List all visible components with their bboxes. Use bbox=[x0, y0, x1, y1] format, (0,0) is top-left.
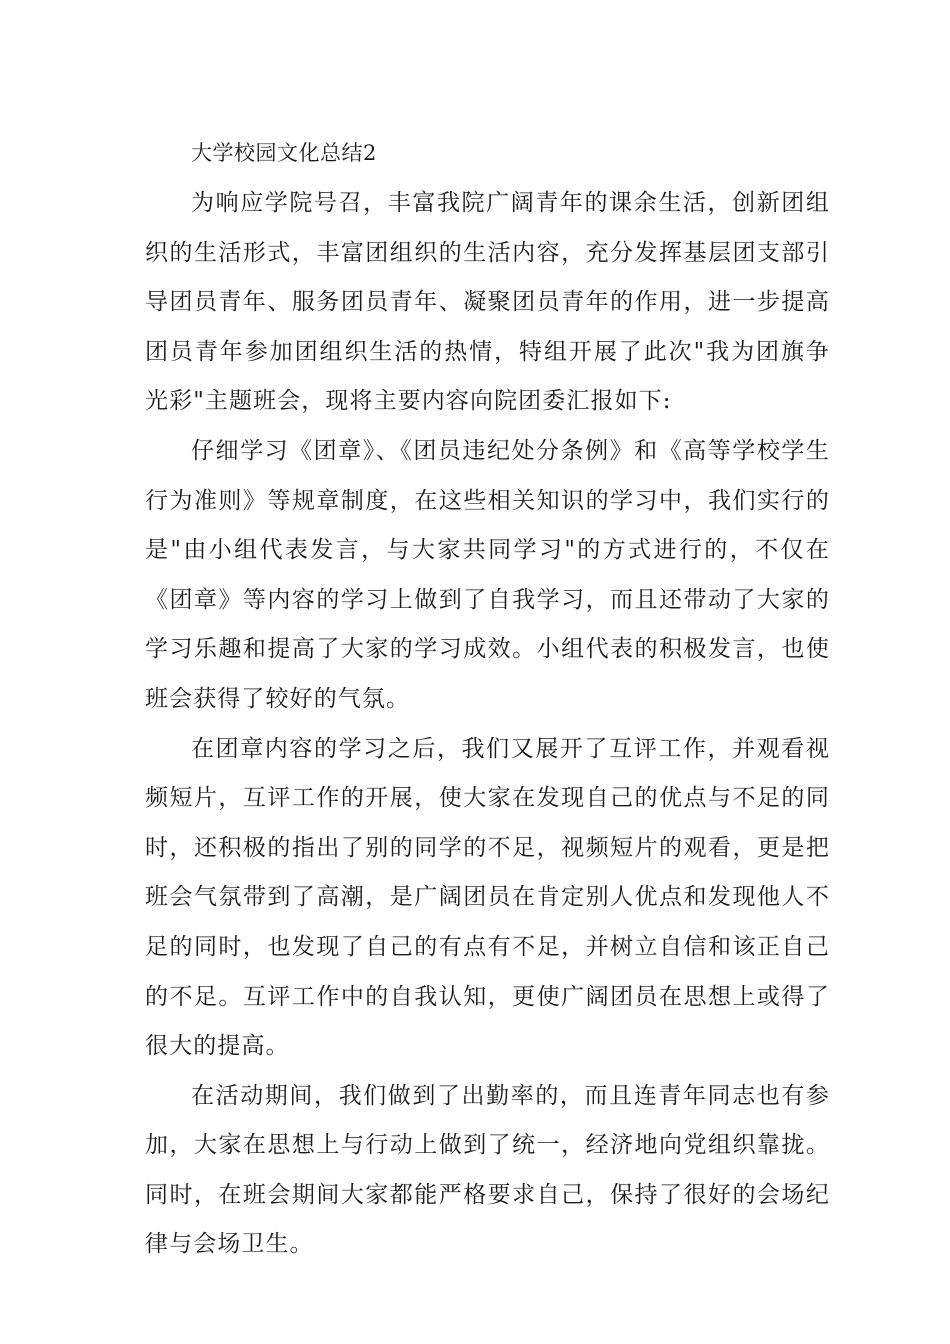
paragraph-4: 在活动期间，我们做到了出勤率的，而且连青年同志也有参加，大家在思想上与行动上做到了统一，经济地向党组织靠拢。同时，在班会期间大家都能严格要求自己，保持了很好的会场纪律与会场卫生。 bbox=[145, 1082, 830, 1258]
document-title: 大学校园文化总结2 bbox=[191, 141, 377, 165]
paragraph-2: 仔细学习《团章》、《团员违纪处分条例》和《高等学校学生行为准则》等规章制度，在这些相关知识的学习中，我们实行的是"由小组代表发言，与大家共同学习"的方式进行的，不仅在《团章》等内容的学习上做到了自我学习，而且还带动了大家的学习乐趣和提高了大家的学习成效。小组代表的积极发言，也使班会获得了较好的气氛。 bbox=[145, 437, 830, 712]
paragraph-3: 在团章内容的学习之后，我们又展开了互评工作，并观看视频短片，互评工作的开展，使大家在发现自己的优点与不足的同时，还积极的指出了别的同学的不足，视频短片的观看，更是把班会气氛带到了高潮，是广阔团员在肯定别人优点和发现他人不足的同时，也发现了自己的有点有不足，并树立自信和该正自己的不足。互评工作中的自我认知，更使广阔团员在思想上或得了很大的提高。 bbox=[145, 735, 830, 1060]
paragraph-1: 为响应学院号召，丰富我院广阔青年的课余生活，创新团组织的生活形式，丰富团组织的生活内容，充分发挥基层团支部引导团员青年、服务团员青年、凝聚团员青年的作用，进一步提高团员青年参加团组织生活的热情，特组开展了此次"我为团旗争光彩"主题班会，现将主要内容向院团委汇报如下: bbox=[145, 190, 830, 415]
document-body bbox=[145, 179, 830, 1270]
